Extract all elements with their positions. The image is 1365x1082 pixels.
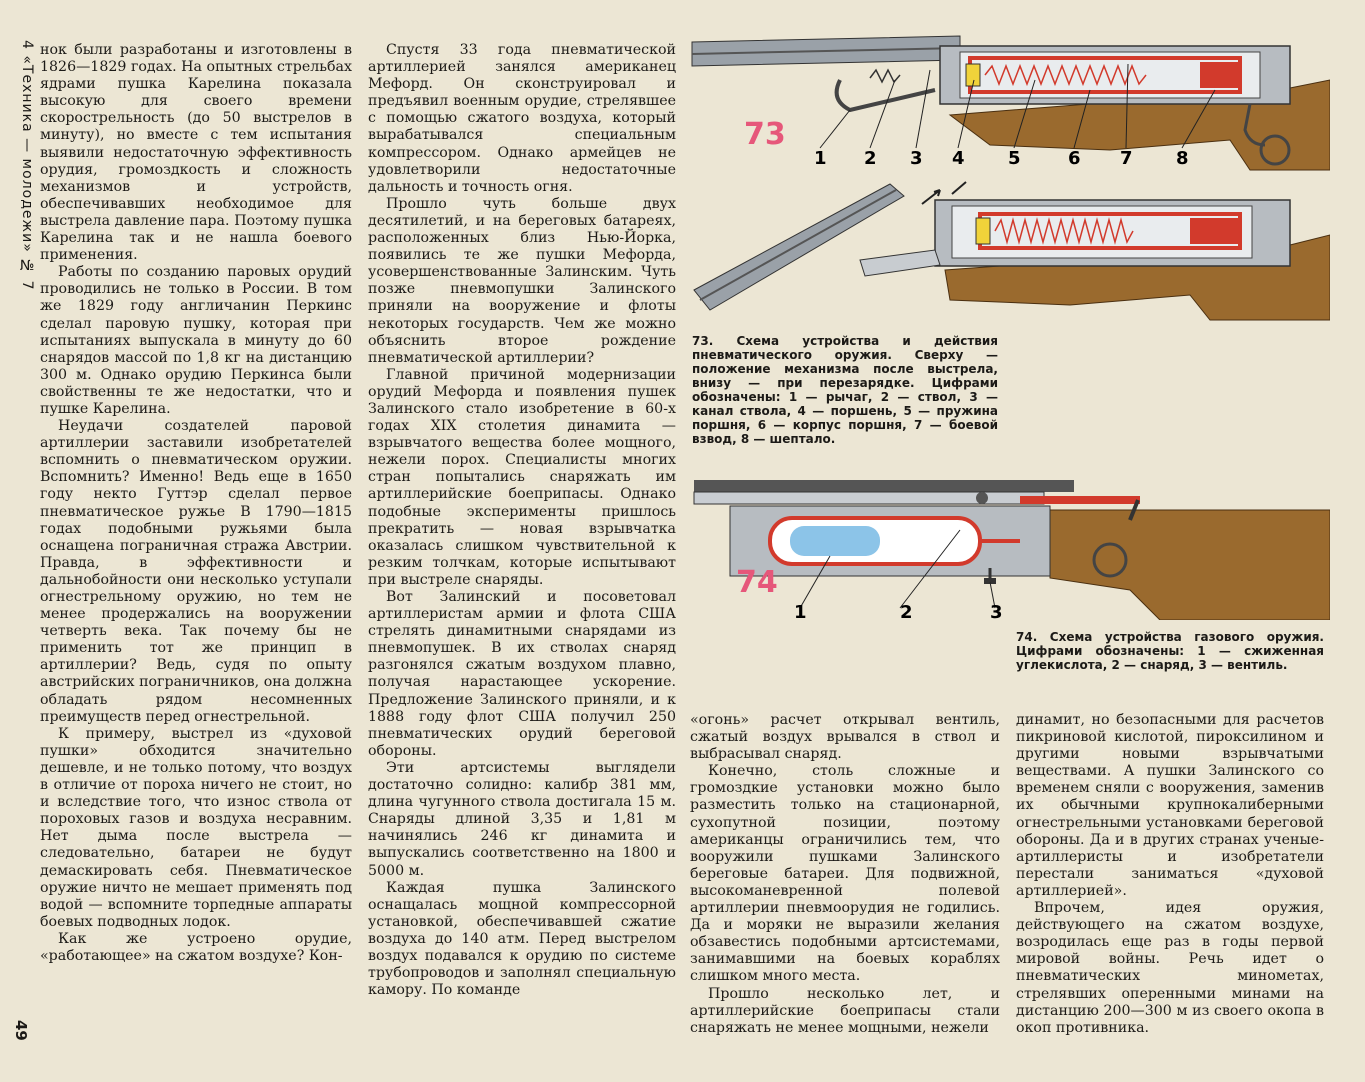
- paragraph: Как же устроено орудие, «работающее» на сжатом воздухе? Кон-: [40, 930, 352, 964]
- air-gun-after-shot: [690, 36, 1330, 170]
- paragraph: Каждая пушка Залинского оснащалась мощной компрессорной установкой, обеспечивавшей сжатие воздуха до 140 атм. Перед выстрелом воздух подавался к орудию по системе трубопроводов и заполнял специальную камору. По команде: [368, 879, 676, 999]
- text-column-1: [40, 42, 352, 965]
- figure-74-gas-gun-diagram: [690, 470, 1330, 620]
- figure-label: 2: [864, 148, 877, 169]
- page-number: 49: [12, 1020, 30, 1041]
- figure-73-air-gun-diagram: [690, 20, 1330, 330]
- figure-label: 6: [1068, 148, 1081, 169]
- running-head-text: 4 «Техника — молодежи» № 7: [19, 40, 35, 291]
- paragraph: Прошло несколько лет, и артиллерийские боеприпасы стали снаряжать не менее мощными, нежели: [690, 985, 1000, 1036]
- paragraph: Вот Залинский и посоветовал артиллеристам армии и флота США стрелять динамитными снарядами из пневмопушек. В их стволах снаряд разгонялся сжатым воздухом плавно, получая нарастающее ускорение. Предложение Залинского приняли, и к 1888 году флот США получил 250 пневматических орудий береговой обороны.: [368, 589, 676, 759]
- figure-label: 7: [1120, 148, 1133, 169]
- text-column-2: [368, 42, 676, 999]
- figure-label: 1: [814, 148, 827, 169]
- paragraph: нок были разработаны и изготовлены в 1826—1829 годах. На опытных стрельбах ядрами пушка Карелина показала высокую для своего времени скорострельность (до 50 выстрелов в минуту), но вместе с тем испытания выявили недостаточную эффективность орудия, громоздкость и сложность механизмов и устройств, обеспечивавших необходимое для выстрела давление пара. Поэтому пушка Карелина так и не нашла боевого применения.: [40, 42, 352, 264]
- paragraph: Неудачи создателей паровой артиллерии заставили изобретателей вспомнить о пневматическом оружии. Вспомнить? Именно! Ведь еще в 1650 году некто Гуттэр сделал первое пневматическое ружье В 1790—1815 годах подобными ружьями была оснащена пограничная стража Австрии. Правда, в эффективности и дальнобойности они несколько уступали огнестрельному оружию, но тем не менее продержались на вооружении четверть века. Так почему бы не применить тот же принцип в артиллерии? Ведь, судя по опыту австрийских пограничников, она должна обладать рядом несомненных преимуществ перед огнестрельной.: [40, 418, 352, 725]
- figure-73-number: 73: [744, 117, 786, 152]
- paragraph: динамит, но безопасными для расчетов пикриновой кислотой, пироксилином и другими новыми взрывчатыми веществами. А пушки Залинского со временем сняли с вооружения, заменив их обычными крупнокалиберными огнестрельными установками береговой обороны. Да и в других странах ученые-артиллеристы и изобретатели перестали заниматься «духовой артиллерией».: [1016, 712, 1324, 899]
- paragraph: «огонь» расчет открывал вентиль, сжатый воздух врывался в ствол и выбрасывал снаряд.: [690, 712, 1000, 763]
- paragraph: Конечно, столь сложные и громоздкие установки можно было разместить только на стационарной, сухопутной позиции, поэтому американцы ограничились тем, что вооружили пушками Залинского береговые батареи. Для подвижной, высокоманевренной полевой артиллерии пневмоорудия не годились. Да и моряки не выразили желания обзавестись подобными артсистемами, занимавшими на боевых кораблях слишком много места.: [690, 763, 1000, 985]
- figure-label: 8: [1176, 148, 1189, 169]
- figure-label: 2: [900, 602, 913, 620]
- figure-74-svg: [690, 470, 1330, 620]
- running-head: [6, 40, 35, 520]
- paragraph: Спустя 33 года пневматической артиллерией занялся американец Мефорд. Он сконструировал и предъявил военным орудие, стрелявшее с помощью сжатого воздуха, который вырабатывался специальным компрессором. Однако армейцев не удовлетворили недостаточные дальность и точность огня.: [368, 42, 676, 195]
- paragraph: Эти артсистемы выглядели достаточно солидно: калибр 381 мм, длина чугунного ствола достигала 15 м. Снаряды длиной 3,35 и 1,81 м начинялись 246 кг динамита и выпускались соответственно на 1800 и 5000 м.: [368, 759, 676, 879]
- paragraph: Прошло чуть больше двух десятилетий, и на береговых батареях, расположенных близ Нью-Йорка, появились те же пушки Мефорда, усовершенствованные Залинским. Чуть позже пневмопушки Залинского приняли на вооружение и флоты некоторых государств. Чем же можно объяснить второе рождение пневматической артиллерии?: [368, 195, 676, 366]
- paragraph: Впрочем, идея оружия, действующего на сжатом воздухе, возродилась еще раз в годы первой мировой войны. Речь идет о пневматических минометах, стрелявших оперенными минами на дистанцию 200—300 м из своего окопа в окоп противника.: [1016, 900, 1324, 1036]
- figure-label: 1: [794, 602, 807, 620]
- figure-73-svg: [690, 20, 1330, 330]
- air-gun-reloading: [694, 182, 1330, 320]
- figure-label: 4: [952, 148, 965, 169]
- figure-label: 3: [990, 602, 1003, 620]
- figure-74-caption: 74. Схема устройства газового оружия. Цифрами обозначены: 1 — сжиженная углекислота, 2 — снаряд, 3 — вентиль.: [1016, 630, 1324, 672]
- paragraph: Работы по созданию паровых орудий проводились не только в России. В том же 1829 году англичанин Перкинс сделал паровую пушку, которая при испытаниях выпускала в минуту до 60 снарядов массой по 1,8 кг на дистанцию 300 м. Однако орудию Перкинса были свойственны те же недостатки, что и пушке Карелина.: [40, 264, 352, 417]
- figure-label: 3: [910, 148, 923, 169]
- figure-74-number: 74: [736, 565, 778, 600]
- text-column-3: [690, 712, 1000, 1037]
- figure-label: 5: [1008, 148, 1021, 169]
- paragraph: Главной причиной модернизации орудий Мефорда и появления пушек Залинского стало изобретение в 60-х годах XIX столетия динамита — взрывчатого вещества более мощного, нежели порох. Специалисты многих стран попытались снаряжать им артиллерийские боеприпасы. Однако подобные эксперименты пришлось прекратить — новая взрывчатка оказалась слишком чувствительной к резким толчкам, которые испытывают при выстреле снаряды.: [368, 366, 676, 588]
- text-column-4: [1016, 712, 1324, 1037]
- figure-73-caption: 73. Схема устройства и действия пневматического оружия. Сверху — положение механизма после выстрела, внизу — при перезарядке. Цифрами обозначены: 1 — рычаг, 2 — ствол, 3 — канал ствола, 4 — поршень, 5 — пружина поршня, 6 — корпус поршня, 7 — боевой взвод, 8 — шептало.: [692, 334, 998, 446]
- paragraph: К примеру, выстрел из «духовой пушки» обходится значительно дешевле, и не только потому, что воздух в отличие от пороха ничего не стоит, но и вследствие того, что износ ствола от пороховых газов и воздуха несравним. Нет дыма после выстрела — следовательно, батареи не будут демаскировать себя. Пневматическое оружие ничто не мешает применять под водой — вспомните торпедные аппараты боевых подводных лодок.: [40, 725, 352, 930]
